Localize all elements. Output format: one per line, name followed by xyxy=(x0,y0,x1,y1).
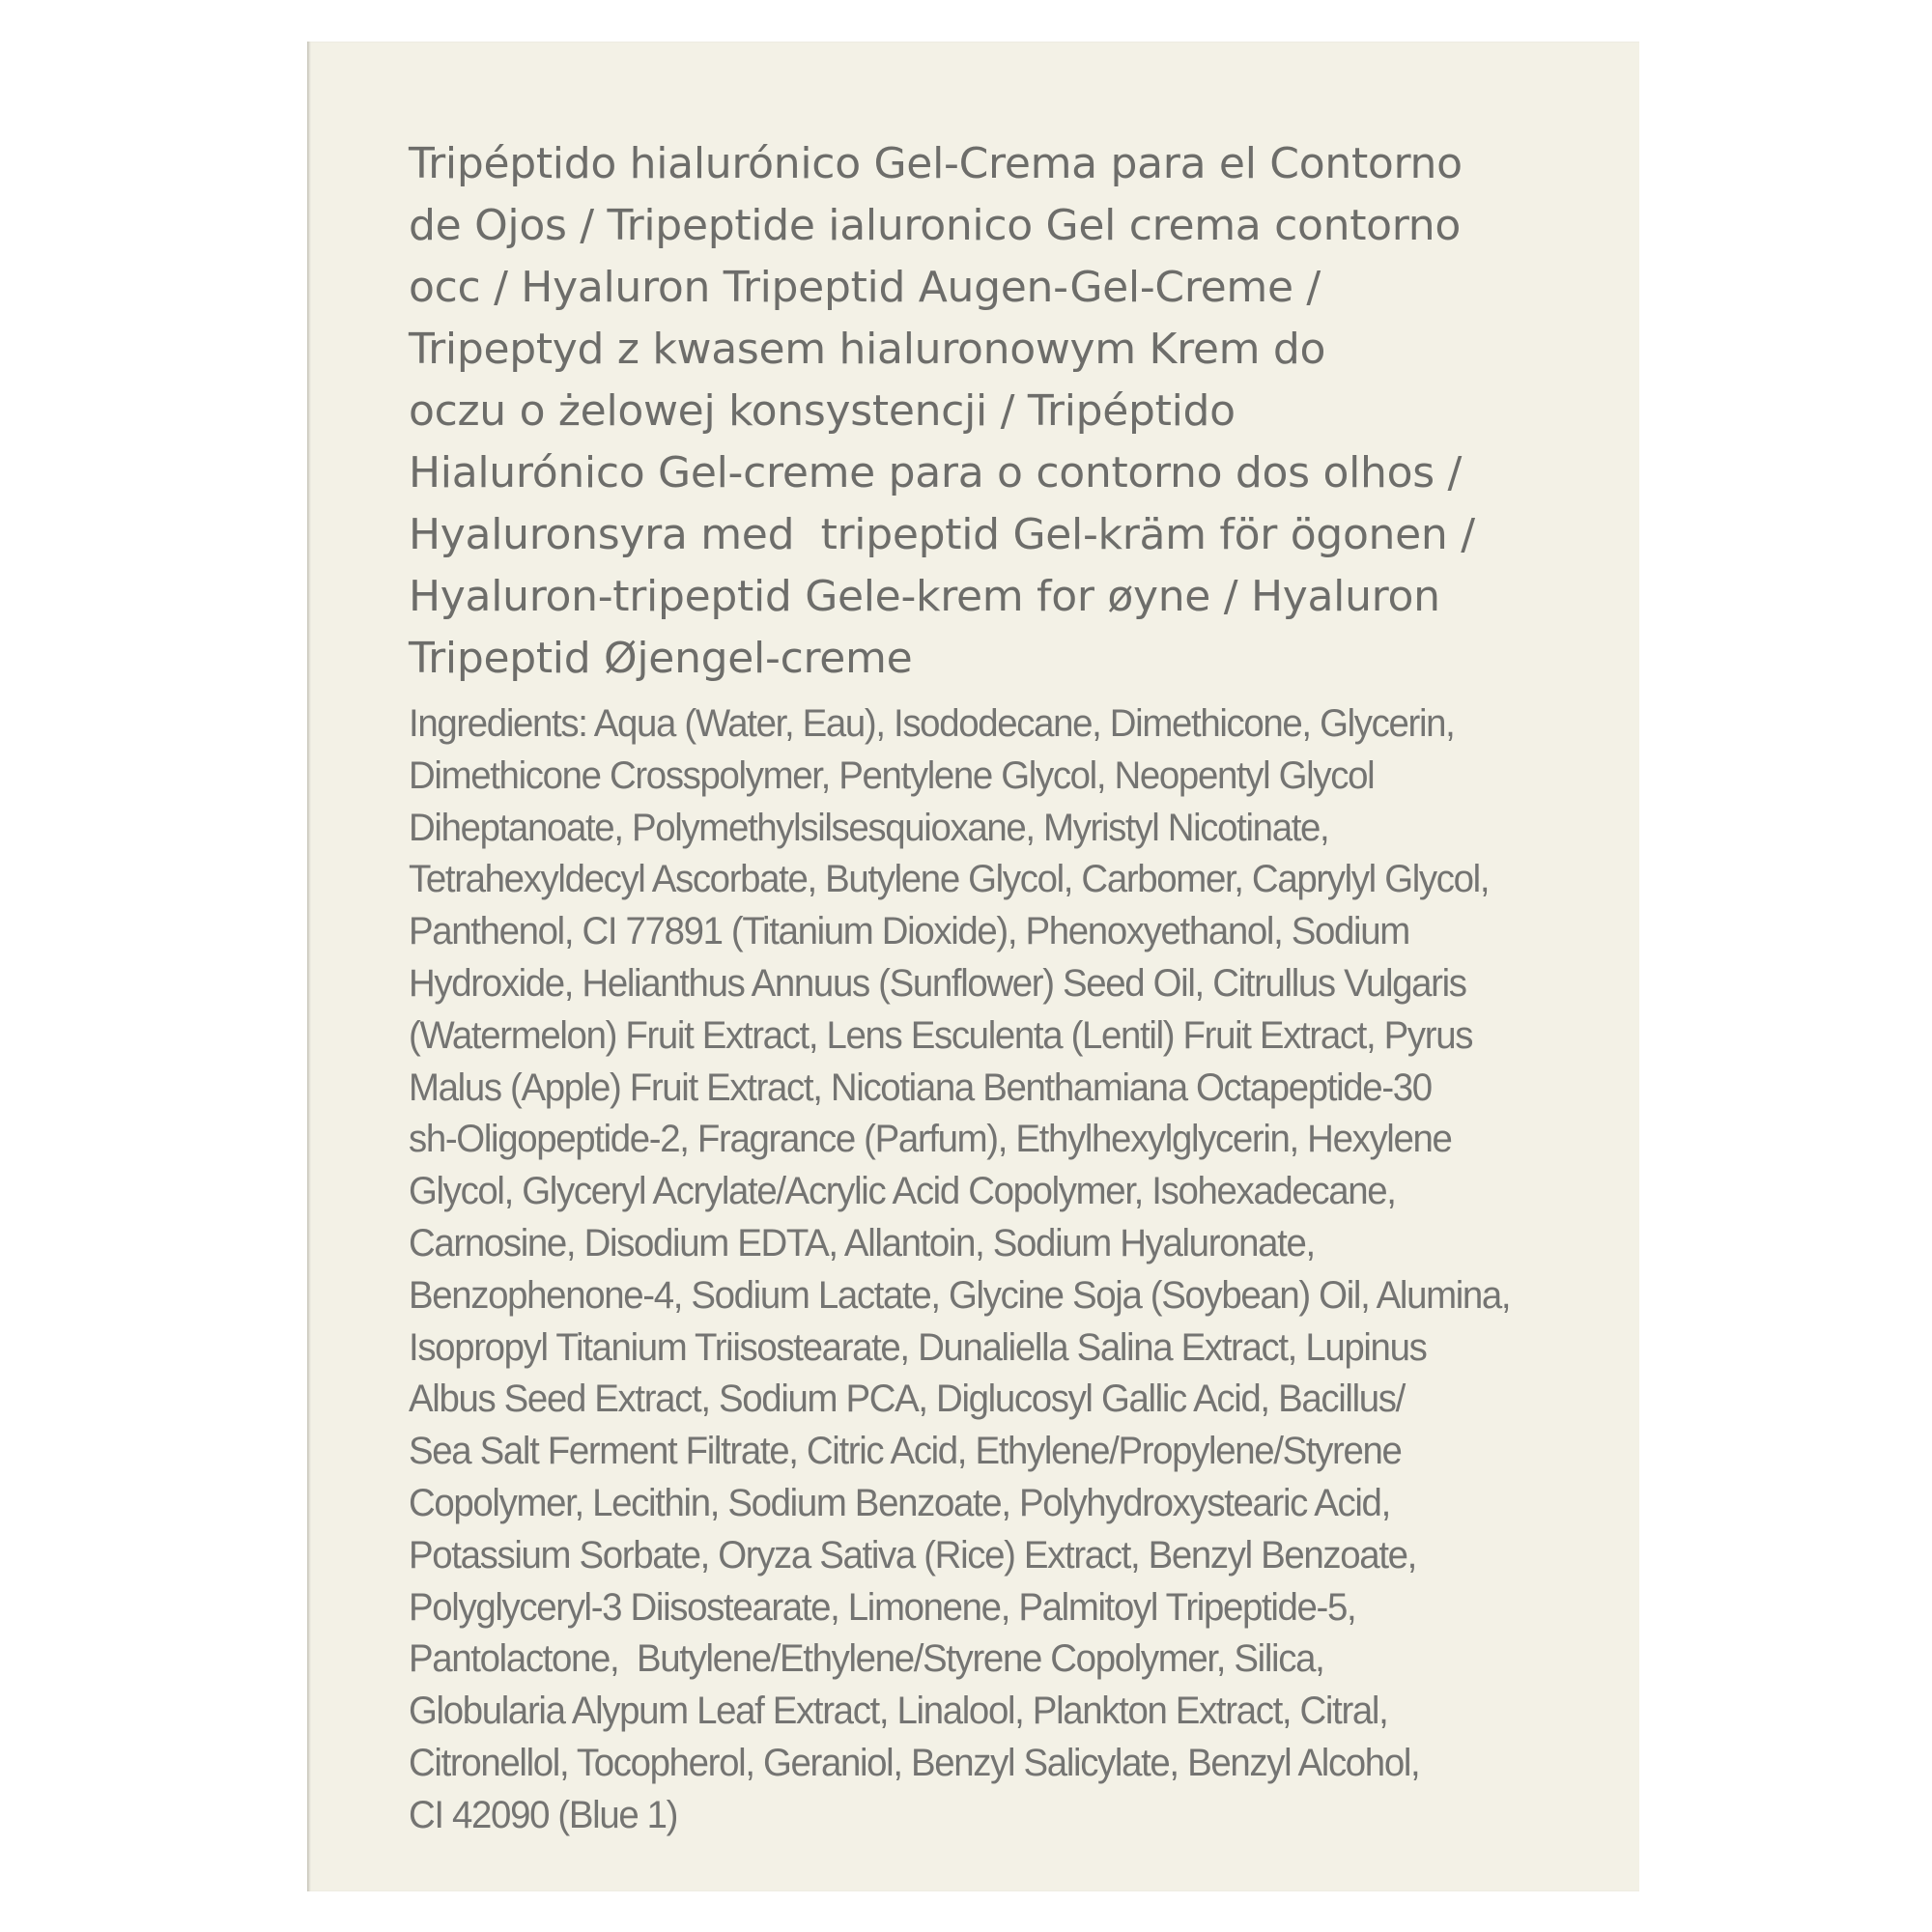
ingredients-line: Citronellol, Tocopherol, Geraniol, Benzyl Salicylate, Benzyl Alcohol, xyxy=(409,1741,1420,1784)
ingredients-line: Sea Salt Ferment Filtrate, Citric Acid, Ethylene/Propylene/Styrene xyxy=(409,1430,1402,1473)
ingredients-line: sh-Oligopeptide-2, Fragrance (Parfum), Ethylhexylglycerin, Hexylene xyxy=(409,1118,1452,1161)
ingredients-line: Glycol, Glyceryl Acrylate/Acrylic Acid Copolymer, Isohexadecane, xyxy=(409,1170,1396,1213)
ingredients-line: Ingredients: Aqua (Water, Eau), Isododecane, Dimethicone, Glycerin, xyxy=(409,702,1455,745)
ingredients-line: Isopropyl Titanium Triisostearate, Dunaliella Salina Extract, Lupinus xyxy=(409,1325,1427,1369)
product-name-multilingual xyxy=(409,133,1606,690)
ingredients-line: Pantolactone, Butylene/Ethylene/Styrene Copolymer, Silica, xyxy=(409,1637,1324,1681)
ingredients-line: Hydroxide, Helianthus Annuus (Sunflower) Seed Oil, Citrullus Vulgaris xyxy=(409,961,1466,1005)
ingredients-line: Tetrahexyldecyl Ascorbate, Butylene Glycol, Carbomer, Caprylyl Glycol, xyxy=(409,858,1490,901)
ingredients-line: Panthenol, CI 77891 (Titanium Dioxide), Phenoxyethanol, Sodium xyxy=(409,910,1409,953)
title-line: Tripéptido hialurónico Gel-Crema para el Contorno xyxy=(409,139,1463,188)
ingredients-line: (Watermelon) Fruit Extract, Lens Esculenta (Lentil) Fruit Extract, Pyrus xyxy=(409,1013,1473,1057)
ingredients-line: Polyglyceryl-3 Diisostearate, Limonene, Palmitoyl Tripeptide-5, xyxy=(409,1585,1356,1629)
ingredients-line: Albus Seed Extract, Sodium PCA, Diglucosyl Gallic Acid, Bacillus/ xyxy=(409,1378,1405,1421)
ingredients-line: Globularia Alypum Leaf Extract, Linalool, Plankton Extract, Citral, xyxy=(409,1690,1388,1733)
title-line: oczu o żelowej konsystencji / Tripéptido xyxy=(409,386,1236,436)
title-line: Hyaluronsyra med tripeptid Gel-kräm för ögonen / xyxy=(409,510,1475,559)
title-line: de Ojos / Tripeptide ialuronico Gel crema contorno xyxy=(409,201,1462,250)
ingredients-list xyxy=(409,698,1568,1842)
title-line: Tripeptyd z kwasem hialuronowym Krem do xyxy=(409,325,1326,374)
ingredients-line: Copolymer, Lecithin, Sodium Benzoate, Polyhydroxystearic Acid, xyxy=(409,1481,1390,1524)
ingredients-line: Malus (Apple) Fruit Extract, Nicotiana Benthamiana Octapeptide-30 xyxy=(409,1065,1432,1109)
ingredients-line: Benzophenone-4, Sodium Lactate, Glycine Soja (Soybean) Oil, Alumina, xyxy=(409,1273,1511,1317)
ingredients-line: Carnosine, Disodium EDTA, Allantoin, Sodium Hyaluronate, xyxy=(409,1221,1315,1264)
title-line: Hialurónico Gel-creme para o contorno dos olhos / xyxy=(409,448,1463,497)
title-line: Hyaluron-tripeptid Gele-krem for øyne / Hyaluron xyxy=(409,572,1440,621)
ingredients-line: CI 42090 (Blue 1) xyxy=(409,1793,678,1836)
product-label-panel xyxy=(307,42,1639,1891)
ingredients-line: Diheptanoate, Polymethylsilsesquioxane, Myristyl Nicotinate, xyxy=(409,806,1329,849)
ingredients-line: Dimethicone Crosspolymer, Pentylene Glycol, Neopentyl Glycol xyxy=(409,753,1375,797)
title-line: Tripeptid Øjengel-creme xyxy=(409,634,913,683)
ingredients-line: Potassium Sorbate, Oryza Sativa (Rice) Extract, Benzyl Benzoate, xyxy=(409,1533,1416,1577)
title-line: occ / Hyaluron Tripeptid Augen-Gel-Creme / xyxy=(409,263,1321,312)
